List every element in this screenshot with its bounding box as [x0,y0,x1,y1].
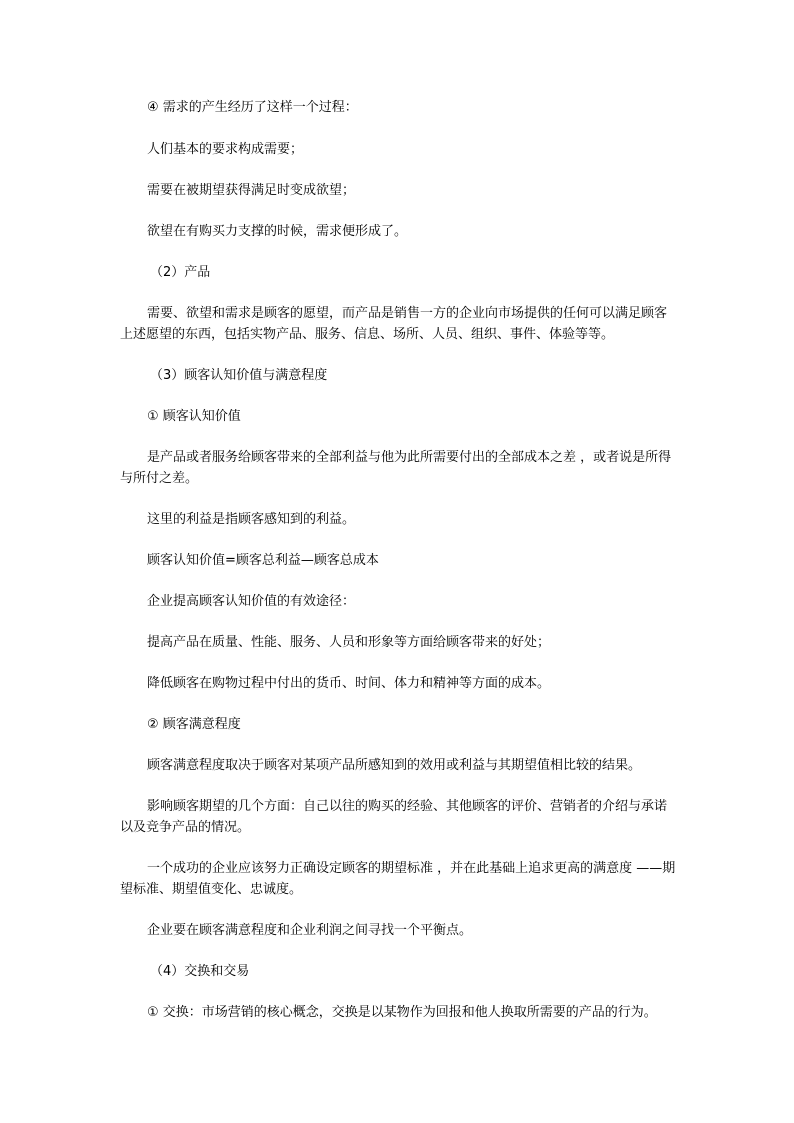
paragraph-value-definition-line-1: 是产品或者服务给顾客带来的全部利益与他为此所需要付出的全部成本之差 ，或者说是所得 [147,450,672,465]
paragraph-exchange-definition: ① 交换：市场营销的核心概念，交换是以某物作为回报和他人换取所需要的产品的行为。 [147,1005,657,1020]
paragraph-satisfaction-definition: 顾客满意程度取决于顾客对某项产品所感知到的效用或利益与其期望值相比较的结果。 [147,758,642,773]
paragraph-successful-company-line-2: 望标准、期望值变化、忠诚度。 [120,882,303,897]
paragraph-product-line-1: 需要、欲望和需求是顾客的愿望，而产品是销售一方的企业向市场提供的任何可以满足顾客 [147,306,668,321]
paragraph-balance-point: 企业要在顾客满意程度和企业利润之间寻找一个平衡点。 [147,923,473,938]
subheading-satisfaction: ② 顾客满意程度 [147,717,241,732]
subheading-perceived-value: ① 顾客认知价值 [147,409,241,424]
paragraph-expectations-line-2: 以及竞争产品的情况。 [120,820,251,835]
paragraph-product-line-2: 上述愿望的东西，包括实物产品、服务、信息、场所、人员、组织、事件、体验等等。 [120,327,615,342]
section-heading-perceived-value: （3）顾客认知价值与满意程度 [150,368,328,383]
section-heading-exchange: （4）交换和交易 [150,964,250,979]
paragraph-value-definition-line-2: 与所付之差。 [120,471,199,486]
paragraph-reduce-costs: 降低顾客在购物过程中付出的货币、时间、体力和精神等方面的成本。 [147,676,551,691]
paragraph-needs: 人们基本的要求构成需要； [147,142,304,157]
paragraph-demand: 欲望在有购买力支撑的时候，需求便形成了。 [147,224,408,239]
paragraph-expectations-line-1: 影响顾客期望的几个方面：自己以往的购买的经验、其他顾客的评价、营销者的介绍与承诺 [147,799,668,814]
heading-demand-process: ④ 需求的产生经历了这样一个过程： [147,100,358,115]
paragraph-effective-ways: 企业提高顾客认知价值的有效途径： [147,594,356,609]
paragraph-wants: 需要在被期望获得满足时变成欲望； [147,183,356,198]
section-heading-product: （2）产品 [150,265,211,280]
paragraph-benefit: 这里的利益是指顾客感知到的利益。 [147,512,356,527]
paragraph-value-formula: 顾客认知价值=顾客总利益—顾客总成本 [147,553,379,568]
paragraph-improve-benefits: 提高产品在质量、性能、服务、人员和形象等方面给顾客带来的好处； [147,635,551,650]
paragraph-successful-company-line-1: 一个成功的企业应该努力正确设定顾客的期望标准 ，并在此基础上追求更高的满意度 ——期 [147,861,676,876]
